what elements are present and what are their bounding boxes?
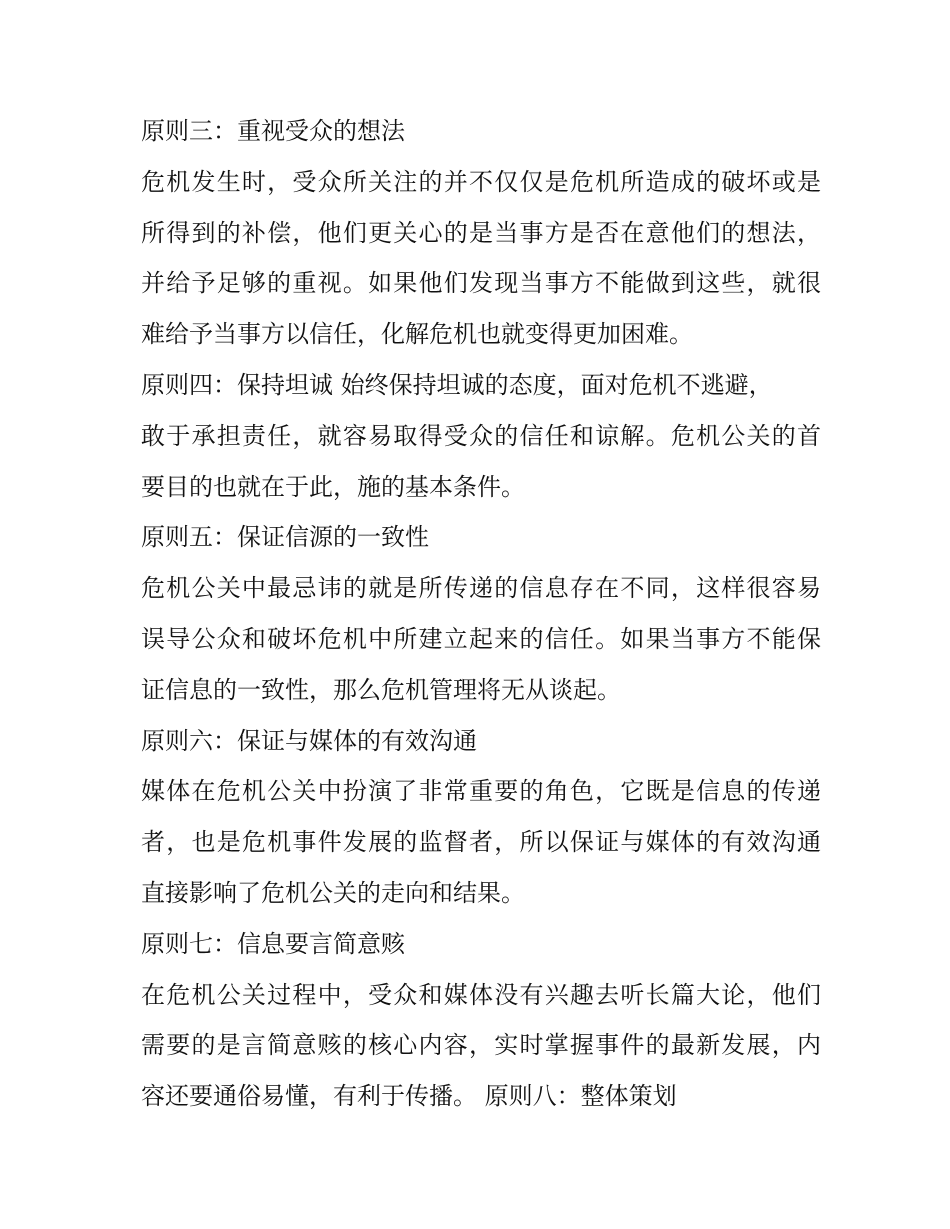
paragraph-line: 难给予当事方以信任，化解危机也就变得更加困难。: [141, 320, 693, 349]
heading-principle-4: 原则四：保持坦诚 始终保持坦诚的态度，面对危机不逃避，: [141, 370, 773, 399]
paragraph-line: 媒体在危机公关中扮演了非常重要的角色，它既是信息的传递: [141, 777, 821, 806]
paragraph-line: 直接影响了危机公关的走向和结果。: [141, 878, 525, 907]
paragraph-line: 要目的也就在于此，施的基本条件。: [141, 472, 525, 501]
paragraph-line: 所得到的补偿，他们更关心的是当事方是否在意他们的想法，: [141, 218, 821, 247]
paragraph-line: 需要的是言简意赅的核心内容，实时掌握事件的最新发展，内: [141, 1031, 821, 1060]
heading-principle-6: 原则六：保证与媒体的有效沟通: [141, 726, 477, 755]
document-body: [141, 106, 821, 1122]
heading-principle-3: 原则三：重视受众的想法: [141, 117, 405, 145]
paragraph-line: 并给予足够的重视。如果他们发现当事方不能做到这些，就很: [141, 269, 821, 298]
paragraph-line: 在危机公关过程中，受众和媒体没有兴趣去听长篇大论，他们: [141, 980, 821, 1009]
paragraph-line: 容还要通俗易懂，有利于传播。 原则八：整体策划: [141, 1082, 677, 1111]
heading-principle-7: 原则七：信息要言简意赅: [141, 929, 405, 958]
paragraph-line: 危机发生时，受众所关注的并不仅仅是危机所造成的破坏或是: [141, 167, 821, 196]
paragraph-line: 敢于承担责任，就容易取得受众的信任和谅解。危机公关的首: [141, 421, 821, 450]
paragraph-line: 危机公关中最忌讳的就是所传递的信息存在不同，这样很容易: [141, 574, 821, 603]
paragraph-line: 者，也是危机事件发展的监督者，所以保证与媒体的有效沟通: [141, 828, 821, 857]
paragraph-line: 证信息的一致性，那么危机管理将无从谈起。: [141, 675, 621, 704]
heading-principle-5: 原则五：保证信源的一致性: [141, 523, 429, 552]
paragraph-line: 误导公众和破坏危机中所建立起来的信任。如果当事方不能保: [141, 624, 821, 653]
